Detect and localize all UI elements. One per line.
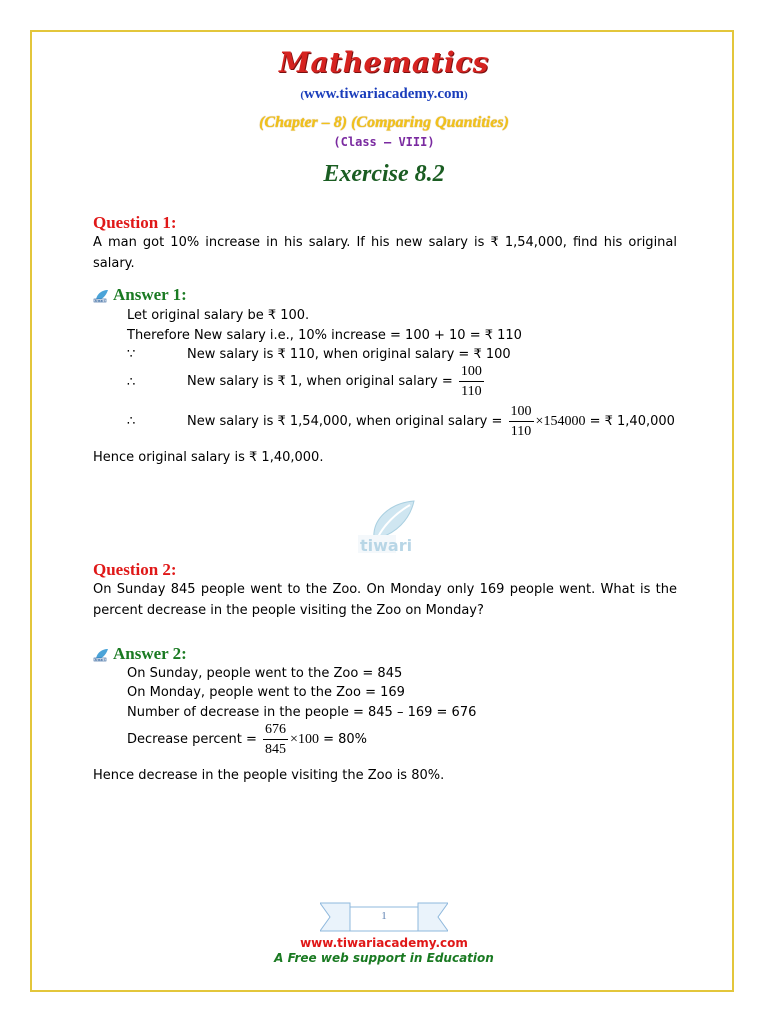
class-label: (Class – VIII) bbox=[333, 135, 435, 149]
question-1-text: A man got 10% increase in his salary. If his new salary is ₹ 1,54,000, find his original salary. bbox=[93, 235, 677, 271]
fraction bbox=[509, 404, 534, 439]
because-symbol: ∵ bbox=[127, 347, 136, 362]
chapter-title: (Chapter – 8) (Comparing Quantities) bbox=[259, 114, 509, 131]
answer-1-line-3: New salary is ₹ 110, when original salary = ₹ 100 bbox=[187, 347, 511, 362]
answer-2-heading-row bbox=[93, 644, 187, 664]
fraction-numerator: 100 bbox=[459, 364, 484, 382]
answer-2-line-4-text: Decrease percent = bbox=[127, 732, 257, 747]
answer-1-line-4-text: New salary is ₹ 1, when original salary = bbox=[187, 374, 453, 389]
subject-title: Mathematics bbox=[279, 46, 489, 79]
fraction-numerator: 100 bbox=[509, 404, 534, 422]
fraction-denominator: 110 bbox=[510, 424, 532, 439]
exercise-title: Exercise 8.2 bbox=[323, 161, 445, 187]
header-url bbox=[0, 86, 768, 103]
tiwari-leaf-icon bbox=[93, 289, 109, 303]
answer-1-line-5-text: New salary is ₹ 1,54,000, when original salary = bbox=[187, 414, 503, 429]
question-2-heading: Question 2: bbox=[93, 560, 177, 579]
answer-2-heading: Answer 2: bbox=[113, 644, 187, 663]
multiplier: ×100 bbox=[290, 732, 319, 747]
tiwari-leaf-icon bbox=[93, 648, 109, 662]
answer-1-line-5 bbox=[187, 404, 675, 439]
answer-2-line-3: Number of decrease in the people = 845 – 169 = 676 bbox=[127, 705, 477, 720]
question-2-text: On Sunday 845 people went to the Zoo. On Monday only 169 people went. What is the percent decrease in the people visiting the Zoo on Monday? bbox=[93, 582, 677, 618]
question-1-heading: Question 1: bbox=[93, 213, 177, 232]
answer-2-line-2: On Monday, people went to the Zoo = 169 bbox=[127, 685, 405, 700]
therefore-symbol-2: ∴ bbox=[127, 414, 136, 429]
fraction-numerator: 676 bbox=[263, 722, 288, 740]
header-url-link[interactable]: www.tiwariacademy.com bbox=[304, 86, 464, 102]
therefore-symbol-1: ∴ bbox=[127, 375, 136, 390]
footer-url[interactable]: www.tiwariacademy.com bbox=[300, 936, 468, 950]
url-close-paren: ) bbox=[463, 89, 468, 101]
footer-tagline: A Free web support in Education bbox=[274, 951, 494, 965]
answer-1-line-1: Let original salary be ₹ 100. bbox=[127, 308, 310, 323]
svg-text:tiwari: tiwari bbox=[95, 298, 105, 303]
fraction bbox=[459, 364, 484, 399]
svg-text:tiwari: tiwari bbox=[95, 657, 105, 662]
logo-text: tiwari bbox=[360, 536, 413, 555]
answer-1-heading-row bbox=[93, 285, 187, 305]
answer-1-line-4 bbox=[187, 364, 486, 399]
answer-2-line-1: On Sunday, people went to the Zoo = 845 bbox=[127, 666, 403, 681]
page-number: 1 bbox=[381, 910, 387, 922]
fraction-denominator: 845 bbox=[265, 742, 287, 757]
answer-1-line-2: Therefore New salary i.e., 10% increase = 100 + 10 = ₹ 110 bbox=[127, 328, 522, 343]
answer-1-conclusion: Hence original salary is ₹ 1,40,000. bbox=[93, 450, 324, 465]
tiwari-logo bbox=[354, 497, 422, 557]
answer-2-conclusion: Hence decrease in the people visiting the Zoo is 80%. bbox=[93, 768, 445, 783]
answer-2-line-4 bbox=[127, 722, 367, 757]
fraction-denominator: 110 bbox=[461, 384, 482, 399]
answer-1-heading: Answer 1: bbox=[113, 285, 187, 304]
fraction bbox=[263, 722, 288, 757]
answer-1-result: = ₹ 1,40,000 bbox=[589, 414, 675, 429]
url-open-paren: ( bbox=[300, 89, 305, 101]
answer-2-result: = 80% bbox=[323, 732, 368, 747]
multiplier: ×154000 bbox=[535, 414, 586, 429]
